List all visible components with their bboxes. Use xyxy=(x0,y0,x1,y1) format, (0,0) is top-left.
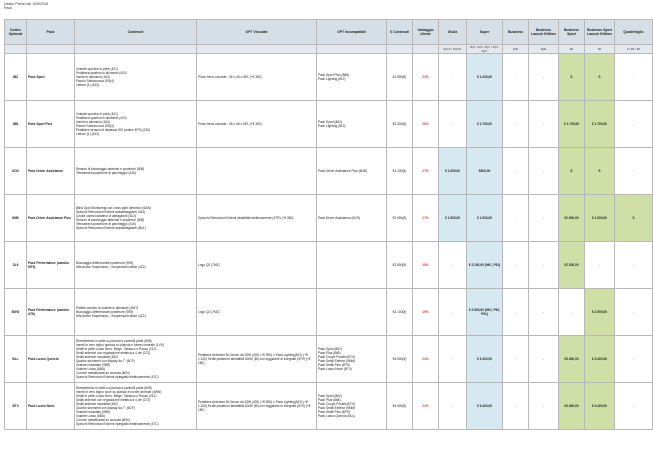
price-business-sport-launch: S xyxy=(585,148,615,195)
table-row xyxy=(5,101,653,148)
price-business-sport-launch: € 1.700,00 xyxy=(585,101,615,148)
option-code: 6NB xyxy=(5,195,27,242)
incompatible-options-line: Pack Plus (868) xyxy=(318,351,341,355)
pack-contents-line: Alfa Active Suspension - Sospensioni attive (4Z2) xyxy=(76,314,146,318)
incompatible-options-line: Pack Sedili Elettrici (9MM) xyxy=(318,359,356,363)
column-header: Quadrifoglio xyxy=(615,20,653,45)
contents-value: €2.050(8) xyxy=(387,195,413,242)
price-business: - xyxy=(503,195,529,242)
price-business: - xyxy=(503,289,529,336)
pack-contents-line: Inserti in alluminio (164) xyxy=(76,120,110,124)
table-row xyxy=(5,54,653,101)
column-header: Business Sport xyxy=(559,20,585,45)
pack-contents-line: Telecamera posteriore di parcheggio (316) xyxy=(76,171,136,175)
incompatible-options-line: Pack Sedili Elettrici (9MM) xyxy=(318,406,356,410)
pack-contents-line: Volante sportivo in pelle (421) xyxy=(76,67,118,71)
pack-contents-line: Cornice metallizzata su consola (6NV) xyxy=(76,418,131,422)
price-quadrifoglio: - xyxy=(615,336,653,383)
option-code: BGW xyxy=(5,289,27,336)
pack-contents-line: Volante Lusso (6BU) xyxy=(76,367,106,371)
incompatible-options xyxy=(317,336,387,383)
price-giulia: - xyxy=(439,54,467,101)
pack-contents-line: Specchi Retrovisori Esterni autoabbaglianti (434) xyxy=(76,210,146,214)
pack-contents-line: Volante sportivo in pelle (421) xyxy=(76,112,118,116)
column-header: Contenuti xyxy=(75,20,197,45)
price-super: € 1.700,00 xyxy=(467,101,503,148)
customer-advantage: 23% xyxy=(413,54,439,101)
pack-contents xyxy=(75,148,197,195)
pack-contents-line: Sedili anteriori con regolazione elettrica a 4 vie (272) xyxy=(76,398,151,402)
price-business-launch: - xyxy=(529,54,559,101)
pack-contents-line: Specchi Retrovisori Esterni autoabbaglianti (6NL) xyxy=(76,226,146,230)
pack-contents-line: Rivestimento in pelle su plancia e pannelli porta (698) xyxy=(76,386,152,390)
linked-options: Pedaliere Anteriore Bi-Xenon da 25W (402) (+€ 950) o Pack Lighting(812) (+€ 1.230) Sedili posteriori abbattibili 60/40 (Bi) con leggiadrie di integrate (5Y9) (+€ 180) xyxy=(197,336,317,383)
table-row xyxy=(5,195,653,242)
incompatible-options xyxy=(317,101,387,148)
incompatible-options xyxy=(317,54,387,101)
incompatible-options-line: Pack Lusso Noce (BT4) xyxy=(318,367,352,371)
incompatible-options-line: Pack Driver Assistance Plus (6NB) xyxy=(318,169,367,173)
model-code-cell xyxy=(387,45,413,54)
incompatible-options-line: Pack Sport (862) xyxy=(318,394,342,398)
model-code-cell xyxy=(317,45,387,54)
price-super: € 3.400,00 xyxy=(467,383,503,430)
model-code-cell: 9R xyxy=(559,45,585,54)
pack-contents-line: Sensori di parcheggio anteriori e posteriori (508) xyxy=(76,218,145,222)
linked-options: Logo Q2 (7MZ) xyxy=(197,242,317,289)
pack-contents-line: Blind Spot Monitoring con cross path detection (6AN) xyxy=(76,206,151,210)
section-title: Pack xyxy=(4,6,12,11)
pack-contents xyxy=(75,101,197,148)
price-business-launch: - xyxy=(529,242,559,289)
price-business-launch: - xyxy=(529,195,559,242)
price-giulia: - xyxy=(439,383,467,430)
option-code: 862 xyxy=(5,54,27,101)
pack-contents-line: Sedili anteriori con regolazione elettrica a 4 vie (272) xyxy=(76,351,151,355)
price-super: € 2.500,00 (99C, P92, P91) xyxy=(467,289,503,336)
price-business-launch: - xyxy=(529,336,559,383)
table-row xyxy=(5,242,653,289)
pack-contents-line: Pedaliera sportiva in alluminio (402) xyxy=(76,116,127,120)
option-code: 6CN xyxy=(5,148,27,195)
contents-value: €1.550(8) xyxy=(387,54,413,101)
pack-contents-line: Volante riscaldato (9BR) xyxy=(76,363,111,367)
model-code-cell: 9QC, 9QC, 9QC / 9QC, 9QC xyxy=(467,45,503,54)
model-code-cell xyxy=(75,45,197,54)
pack-contents xyxy=(75,289,197,336)
price-business-sport: €1.000,00 xyxy=(559,195,585,242)
price-business: - xyxy=(503,54,529,101)
pack-contents-line: Pacchi Sottoscocca 209(4) xyxy=(76,79,114,83)
pack-name: Pack Performance (cambio MT6) xyxy=(27,242,75,289)
incompatible-options-line: Pack Sport (862) xyxy=(318,120,342,124)
pack-contents-line: Volante Lusso (6BU) xyxy=(76,414,106,418)
model-code-cell: 9QE xyxy=(529,45,559,54)
price-quadrifoglio: - xyxy=(615,148,653,195)
pack-contents xyxy=(75,383,197,430)
contents-value: €4.500(8) xyxy=(387,336,413,383)
pack-name: Pack Sport Plus xyxy=(27,101,75,148)
price-business-sport-launch: - xyxy=(585,242,615,289)
incompatible-options xyxy=(317,383,387,430)
customer-advantage: 24% xyxy=(413,336,439,383)
pack-contents-line: Specchi Retrovisori Esterni ripiegabili elettricamente (4TC) xyxy=(76,422,159,426)
column-header: Pack xyxy=(27,20,75,45)
table-subheader-row xyxy=(5,45,653,54)
price-business: - xyxy=(503,101,529,148)
customer-advantage: 27% xyxy=(413,148,439,195)
incompatible-options-line: Pack Sedili Plus (6PS) xyxy=(318,363,350,367)
incompatible-options xyxy=(317,195,387,242)
option-code: SL9 xyxy=(5,242,27,289)
pack-contents-line: Telecamera posteriore di parcheggio (316) xyxy=(76,222,136,226)
incompatible-options-line: Pack Lighting (812) xyxy=(318,124,346,128)
pack-contents-line: Bloccaggio differenziale posteriore (9S9) xyxy=(76,261,134,265)
price-quadrifoglio: - xyxy=(615,383,653,430)
pack-name: Pack Sport xyxy=(27,54,75,101)
price-quadrifoglio: - xyxy=(615,242,653,289)
pack-contents-line: Sensori di parcheggio anteriori e posteriori (508) xyxy=(76,167,145,171)
price-giulia: € 1.500,00 xyxy=(439,195,467,242)
column-header: Business Sport Launch Edition xyxy=(585,20,615,45)
price-giulia: - xyxy=(439,242,467,289)
option-code: BT4 xyxy=(5,383,27,430)
column-header: Vantaggio cliente xyxy=(413,20,439,45)
price-super: € 1.000,00 xyxy=(467,195,503,242)
price-quadrifoglio: - xyxy=(615,289,653,336)
price-list-date: Listino Prezzi del 1/09/2016 xyxy=(4,2,49,6)
price-business-sport-launch: € 1.000,00 xyxy=(585,195,615,242)
pack-contents-line: Inserti in vero legno noce su plancia e tunnel centrale (4WN) xyxy=(76,390,162,394)
model-code-cell xyxy=(27,45,75,54)
customer-advantage: 26% xyxy=(413,101,439,148)
price-quadrifoglio: - xyxy=(615,54,653,101)
document-header xyxy=(4,2,48,11)
linked-options: Pinze freno colorate : 45 o 45 o 5EL (+€ 360) xyxy=(197,54,317,101)
column-header: Business Launch Edition xyxy=(529,20,559,45)
price-business: - xyxy=(503,383,529,430)
incompatible-options xyxy=(317,242,387,289)
column-header: € Contenuti xyxy=(387,20,413,45)
pack-contents-line: Palette cambio al volante in alluminio (4WT) xyxy=(76,306,139,310)
contents-value: €1.100(8) xyxy=(387,148,413,195)
column-header: Giulia xyxy=(439,20,467,45)
price-business-sport: S xyxy=(559,54,585,101)
model-code-cell: 9 / 9R / 9R xyxy=(615,45,653,54)
pack-contents xyxy=(75,195,197,242)
pack-contents-line: Sedili in pelle Lusso Nero, Beige, Tabacco o Rosso (212) xyxy=(76,394,157,398)
price-business-sport: €3.400,00 xyxy=(559,336,585,383)
price-super: € 1.200,00 xyxy=(467,54,503,101)
price-business-sport: €2.200,00 xyxy=(559,242,585,289)
pack-contents-line: Sedili in pelle Lusso Nero, Beige, Tabacco o Rosso (212) xyxy=(76,347,157,351)
pack-name: Pack Driver Assistance Plus xyxy=(27,195,75,242)
column-header: Business xyxy=(503,20,529,45)
price-business: - xyxy=(503,148,529,195)
price-business-sport-launch: € 3.400,00 xyxy=(585,383,615,430)
table-row xyxy=(5,148,653,195)
price-business-sport: € 1.700,00 xyxy=(559,101,585,148)
linked-options: - xyxy=(197,148,317,195)
pack-contents-line: Inserti in vero legno quercia su plancia e tunnel centrale (1VS) xyxy=(76,343,164,347)
pack-contents-line: Sedili anteriori riscaldati (452) xyxy=(76,402,118,406)
incompatible-options-line: Pack Coupe Posidio(S7H) xyxy=(318,355,356,359)
price-giulia: - xyxy=(439,101,467,148)
price-giulia: - xyxy=(439,336,467,383)
price-business-sport-launch: S xyxy=(585,54,615,101)
pack-contents xyxy=(75,336,197,383)
table-header-row xyxy=(5,20,653,45)
incompatible-options-line: Pack Lusso Quercia (BLL) xyxy=(318,414,356,418)
table-row xyxy=(5,289,653,336)
model-code-cell xyxy=(413,45,439,54)
model-code-cell xyxy=(197,45,317,54)
incompatible-options-line: Pack Plus (868) xyxy=(318,398,341,402)
price-business-sport: - xyxy=(559,289,585,336)
price-super: € 3.400,00 xyxy=(467,336,503,383)
price-business-launch: - xyxy=(529,289,559,336)
model-code-cell: 9QC0 / 9QC0L xyxy=(439,45,467,54)
price-business-launch: - xyxy=(529,101,559,148)
incompatible-options-line: Pack Coupe Posidio(S7H) xyxy=(318,402,356,406)
incompatible-options xyxy=(317,289,387,336)
incompatible-options-line: Pack Sport (862) xyxy=(318,347,342,351)
linked-options: Pinze freno colorate : 45 o 45 o 5EL (+€ 360) xyxy=(197,101,317,148)
customer-advantage: 27% xyxy=(413,195,439,242)
pack-contents-line: Bloccaggio differenziale posteriore (9S9) xyxy=(76,310,134,314)
table-row xyxy=(5,383,653,430)
column-header: OPT Incompatibili xyxy=(317,20,387,45)
incompatible-options-line: Pack Sport Plus (868) xyxy=(318,73,350,77)
pack-contents-line: Rivestimento in pelle su plancia e pannelli porta (698) xyxy=(76,339,152,343)
price-super: € 2.200,00 (99C, P91) xyxy=(467,242,503,289)
linked-options: Logo Q2 (7MZ) xyxy=(197,289,317,336)
price-super: €800,00 xyxy=(467,148,503,195)
pack-contents xyxy=(75,54,197,101)
linked-options: Specchi Retrovisori Esterni abbattibili elettricamente (4TR) (+€ 380) xyxy=(197,195,317,242)
incompatible-options-line: Pack Driver Assistance (6CN) xyxy=(318,216,360,220)
pack-contents-line: Sedili anteriori riscaldati (452) xyxy=(76,355,118,359)
incompatible-options-line: Pack Lighting (812) xyxy=(318,77,346,81)
pack-contents-line: Quadro strumenti con display da 7" (6CF) xyxy=(76,406,135,410)
price-business-sport: S xyxy=(559,148,585,195)
pack-contents-line: Alfa Active Suspension - Sospensioni attive (4Z2) xyxy=(76,265,146,269)
pack-name: Pack Lusso Noce xyxy=(27,383,75,430)
price-giulia: - xyxy=(439,289,467,336)
model-code-cell xyxy=(5,45,27,54)
option-code: 868 xyxy=(5,101,27,148)
pack-contents-line: Cornice metallizzata su consola (6NV) xyxy=(76,371,131,375)
price-quadrifoglio: - xyxy=(615,101,653,148)
pack-name: Pack Driver Assistance xyxy=(27,148,75,195)
contents-value: €2.300(8) xyxy=(387,101,413,148)
pack-contents-line: Pacchi Sottoscocca 209(4) xyxy=(76,124,114,128)
customer-advantage: 24% xyxy=(413,383,439,430)
pack-contents-line: Lettore (1) (442) xyxy=(76,83,100,87)
price-business-sport-launch: € 2.500,00 xyxy=(585,289,615,336)
price-business: - xyxy=(503,336,529,383)
price-business-sport-launch: € 3.400,00 xyxy=(585,336,615,383)
price-business-sport: €3.400,00 xyxy=(559,383,585,430)
customer-advantage: 19% xyxy=(413,289,439,336)
price-quadrifoglio: S xyxy=(615,195,653,242)
column-header: Super xyxy=(467,20,503,45)
column-header: OPT Vincolati xyxy=(197,20,317,45)
linked-options: Pedaliere Anteriore Bi-Xenon da 25W (402) (+€ 950) o Pack Lighting(812) (+€ 1.230) Sedili posteriori abbattibili 60/40 (Bi) con leggiadrie di integrate (5Y9) (+€ 180) xyxy=(197,383,317,430)
price-business-launch: - xyxy=(529,148,559,195)
pack-contents-line: Volante riscaldato (9BR) xyxy=(76,410,111,414)
contents-value: €4.500(8) xyxy=(387,383,413,430)
incompatible-options-line: Pack Sedili Plus (6PS) xyxy=(318,410,350,414)
price-business-launch: - xyxy=(529,383,559,430)
pack-contents-line: Lettore (1) (442) xyxy=(76,132,100,136)
price-business: - xyxy=(503,242,529,289)
contents-value: €2.800(8) xyxy=(387,242,413,289)
table-row xyxy=(5,336,653,383)
option-code: BLL xyxy=(5,336,27,383)
customer-advantage: 18% xyxy=(413,242,439,289)
pack-name: Pack Lusso Quercia xyxy=(27,336,75,383)
price-table xyxy=(4,19,653,430)
model-code-cell: 9QE xyxy=(503,45,529,54)
pack-name: Pack Performance (cambio AT8) xyxy=(27,289,75,336)
column-header: Codice Optional xyxy=(5,20,27,45)
incompatible-options xyxy=(317,148,387,195)
pack-contents-line: Quadro strumenti con display da 7" (6CF) xyxy=(76,359,135,363)
pack-contents xyxy=(75,242,197,289)
pack-contents-line: Cruise control adattivo di abbaglianti (4DJ) xyxy=(76,214,137,218)
pack-contents-line: Specchi Retrovisori Esterni ripiegabili elettricamente (4TC) xyxy=(76,375,159,379)
pack-contents-line: Pedaliera sportiva in alluminio (402) xyxy=(76,71,127,75)
model-code-cell: 9R xyxy=(585,45,615,54)
pack-contents-line: Pedaliere sensori di distanza 209 (ordine 4PS) (230) xyxy=(76,128,151,132)
pack-contents-line: Inserti in alluminio (164) xyxy=(76,75,110,79)
contents-value: €3.100(8) xyxy=(387,289,413,336)
price-giulia: € 1.000,00 xyxy=(439,148,467,195)
